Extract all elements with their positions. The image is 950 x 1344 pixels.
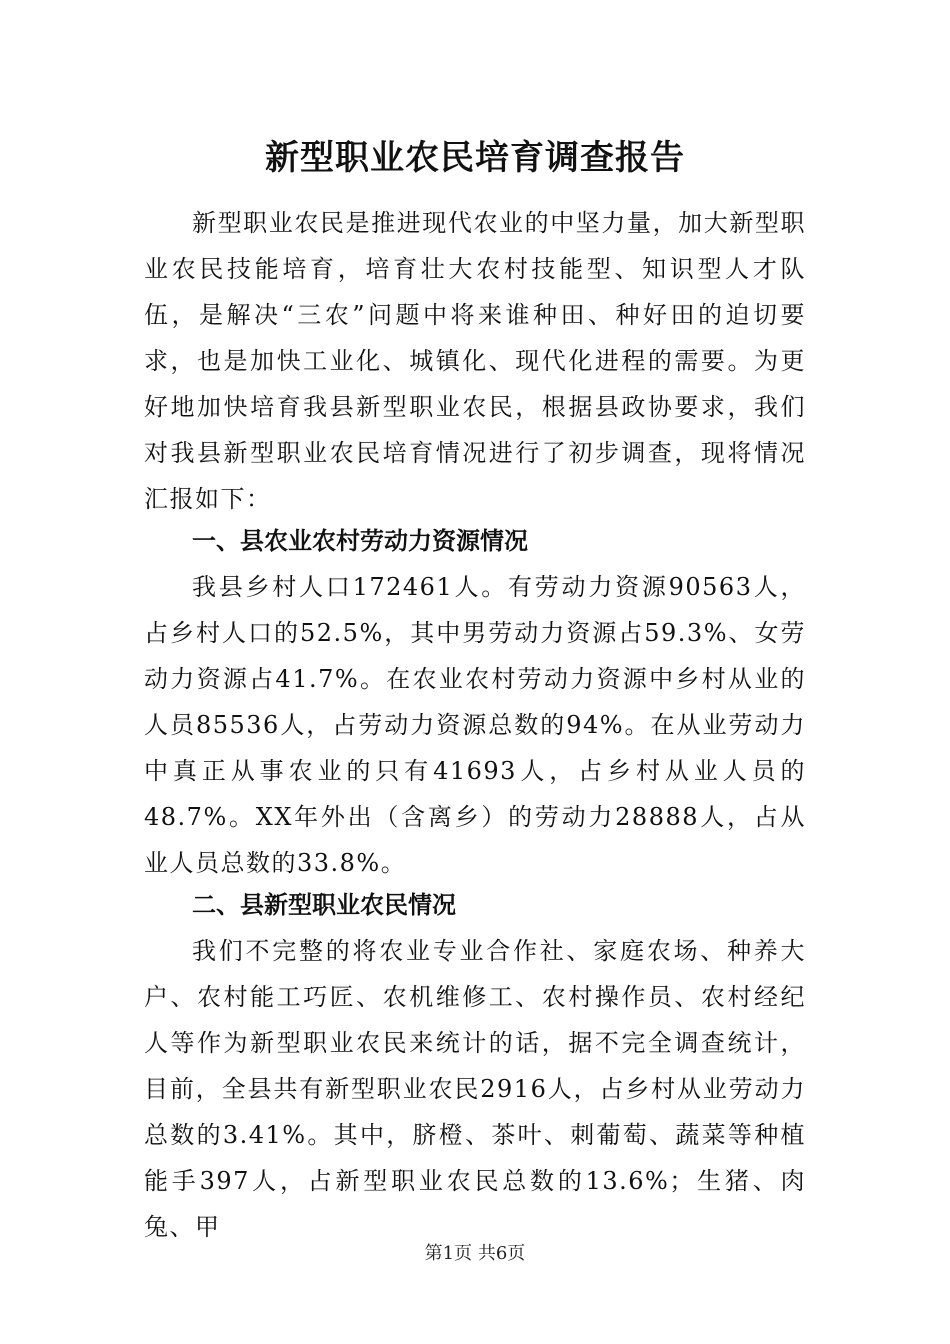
section-heading-1: 一、县农业农村劳动力资源情况 bbox=[192, 527, 528, 555]
intro-paragraph: 新型职业农民是推进现代农业的中坚力量，加大新型职业农民技能培育，培育壮大农村技能型、知识型人才队伍，是解决“三农”问题中将来谁种田、种好田的迫切要求，也是加快工业化、城镇化、现代化进程的需要。为更好地加快培育我县新型职业农民，根据县政协要求，我们对我县新型职业农民培育情况进行了初步调查，现将情况汇报如下： bbox=[144, 209, 806, 513]
section-paragraph-2: 我们不完整的将农业专业合作社、家庭农场、种养大户、农村能工巧匠、农机维修工、农村操作员、农村经纪人等作为新型职业农民来统计的话，据不完全调查统计，目前，全县共有新型职业农民2916人，占乡村从业劳动力总数的3.41%。其中，脐橙、茶叶、刺葡萄、蔬菜等种植能手397人，占新型职业农民总数的13.6%；生猪、肉兔、甲 bbox=[144, 937, 806, 1241]
page-number-footer: 第1页 共6页 bbox=[424, 1243, 526, 1264]
section-paragraph-1: 我县乡村人口172461人。有劳动力资源90563人，占乡村人口的52.5%，其中男劳动力资源占59.3%、女劳动力资源占41.7%。在农业农村劳动力资源中乡村从业的人员85536人，占劳动力资源总数的94%。在从业劳动力中真正从事农业的只有41693人，占乡村从业人员的48.7%。XX年外出（含离乡）的劳动力28888人，占从业人员总数的33.8%。 bbox=[144, 573, 806, 877]
section-heading-2: 二、县新型职业农民情况 bbox=[192, 891, 456, 919]
document-title: 新型职业农民培育调查报告 bbox=[265, 138, 685, 178]
